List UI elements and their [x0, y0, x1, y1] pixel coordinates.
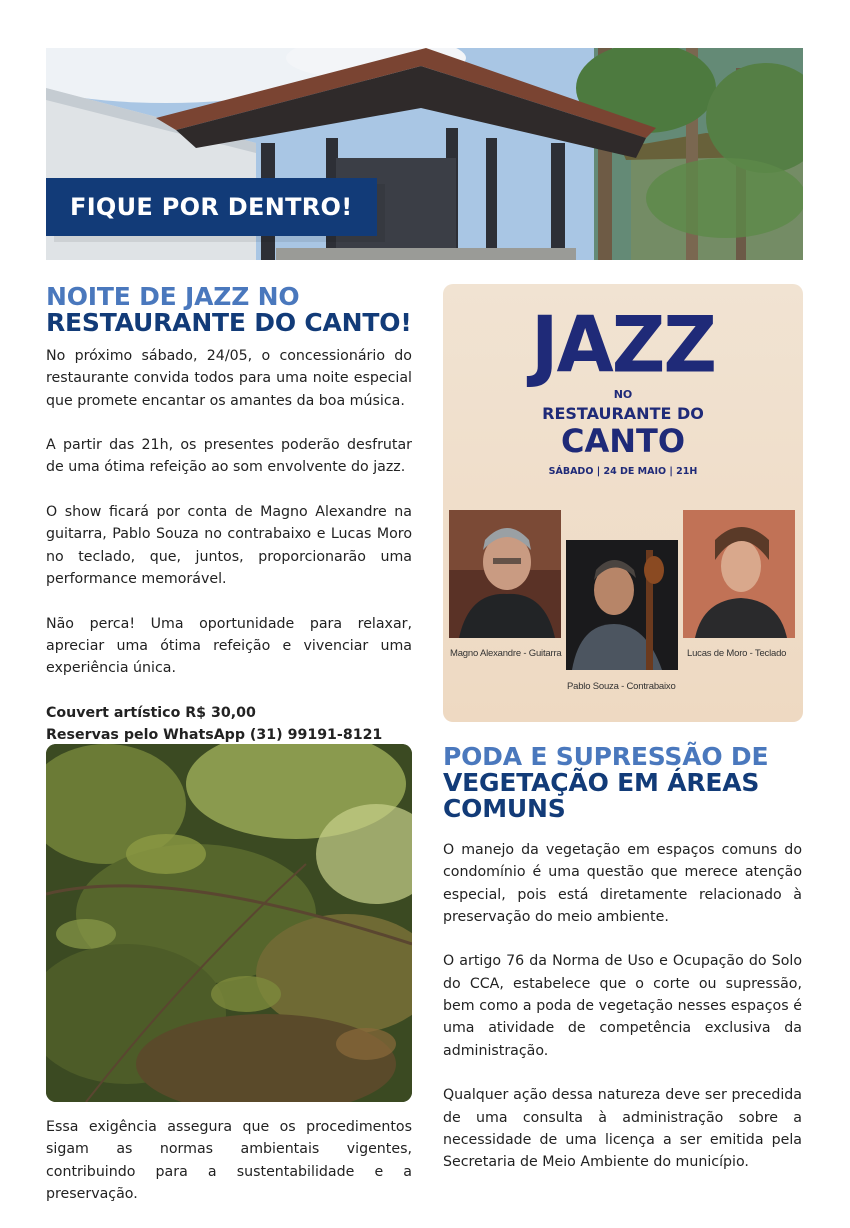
jazz-poster [443, 284, 803, 722]
jazz-paragraph: No próximo sábado, 24/05, o concessionário do restaurante convida todos para uma noite especial que promete encantar os amantes da boa música. [46, 348, 412, 409]
couvert-price: Couvert artístico R$ 30,00 [46, 704, 256, 721]
poda-title-line3: COMUNS [443, 794, 566, 823]
musician-photo-keyboard [683, 510, 795, 638]
poster-date: SÁBADO | 24 DE MAIO | 21H [548, 466, 698, 477]
jazz-title-line1: NOITE DE JAZZ NO [46, 282, 300, 311]
vegetation-caption-text: Essa exigência assegura que os procedimentos sigam as normas ambientais vigentes, contribuindo para a sustentabilidade e a preservação. [46, 1119, 412, 1202]
musician-caption: Lucas de Moro - Teclado [687, 648, 787, 659]
musician-photo-bass [566, 540, 678, 670]
poda-paragraph: Qualquer ação dessa natureza deve ser precedida de uma consulta à administração sobre a necessidade de uma licença a ser emitida pela Secretaria de Meio Ambiente do município. [443, 1087, 802, 1171]
vegetation-photo [46, 744, 412, 1102]
jazz-article-body [46, 345, 412, 746]
poda-article-body [443, 839, 802, 1173]
poda-title-line1: PODA E SUPRESSÃO DE [443, 742, 769, 771]
vegetation-caption [46, 1116, 412, 1205]
poster-restaurante: RESTAURANTE DO [542, 404, 704, 423]
section-banner: FIQUE POR DENTRO! [46, 178, 377, 236]
jazz-article-title [46, 284, 416, 336]
jazz-title-line2: RESTAURANTE DO CANTO! [46, 308, 412, 337]
whatsapp-reservation: Reservas pelo WhatsApp (31) 99191-8121 [46, 727, 383, 744]
poda-title-line2: VEGETAÇÃO EM ÁREAS [443, 768, 760, 797]
poster-jazz-heading: JAZZ [530, 299, 716, 391]
poda-article-title [443, 744, 803, 822]
musician-caption: Pablo Souza - Contrabaixo [567, 681, 676, 692]
musician-caption: Magno Alexandre - Guitarra [450, 648, 562, 659]
poster-canto: CANTO [560, 422, 686, 460]
musician-photo-guitar [449, 510, 561, 638]
jazz-paragraph: Não perca! Uma oportunidade para relaxar, apreciar uma ótima refeição e vivenciar uma experiência única. [46, 615, 412, 677]
jazz-paragraph: A partir das 21h, os presentes poderão desfrutar de uma ótima refeição ao som envolvente do jazz. [46, 437, 412, 476]
poster-no: NO [613, 388, 633, 401]
poda-paragraph: O manejo da vegetação em espaços comuns do condomínio é uma questão que merece atenção especial, pois está diretamente relacionado à preservação do meio ambiente. [443, 842, 802, 925]
jazz-paragraph: O show ficará por conta de Magno Alexandre na guitarra, Pablo Souza no contrabaixo e Lucas Moro no teclado, que, juntos, proporcionarão uma performance memorável. [46, 504, 412, 587]
poda-paragraph: O artigo 76 da Norma de Uso e Ocupação do Solo do CCA, estabelece que o corte ou supressão, bem como a poda de vegetação nesses espaços é uma atividade de competência exclusiva da administração. [443, 953, 802, 1059]
